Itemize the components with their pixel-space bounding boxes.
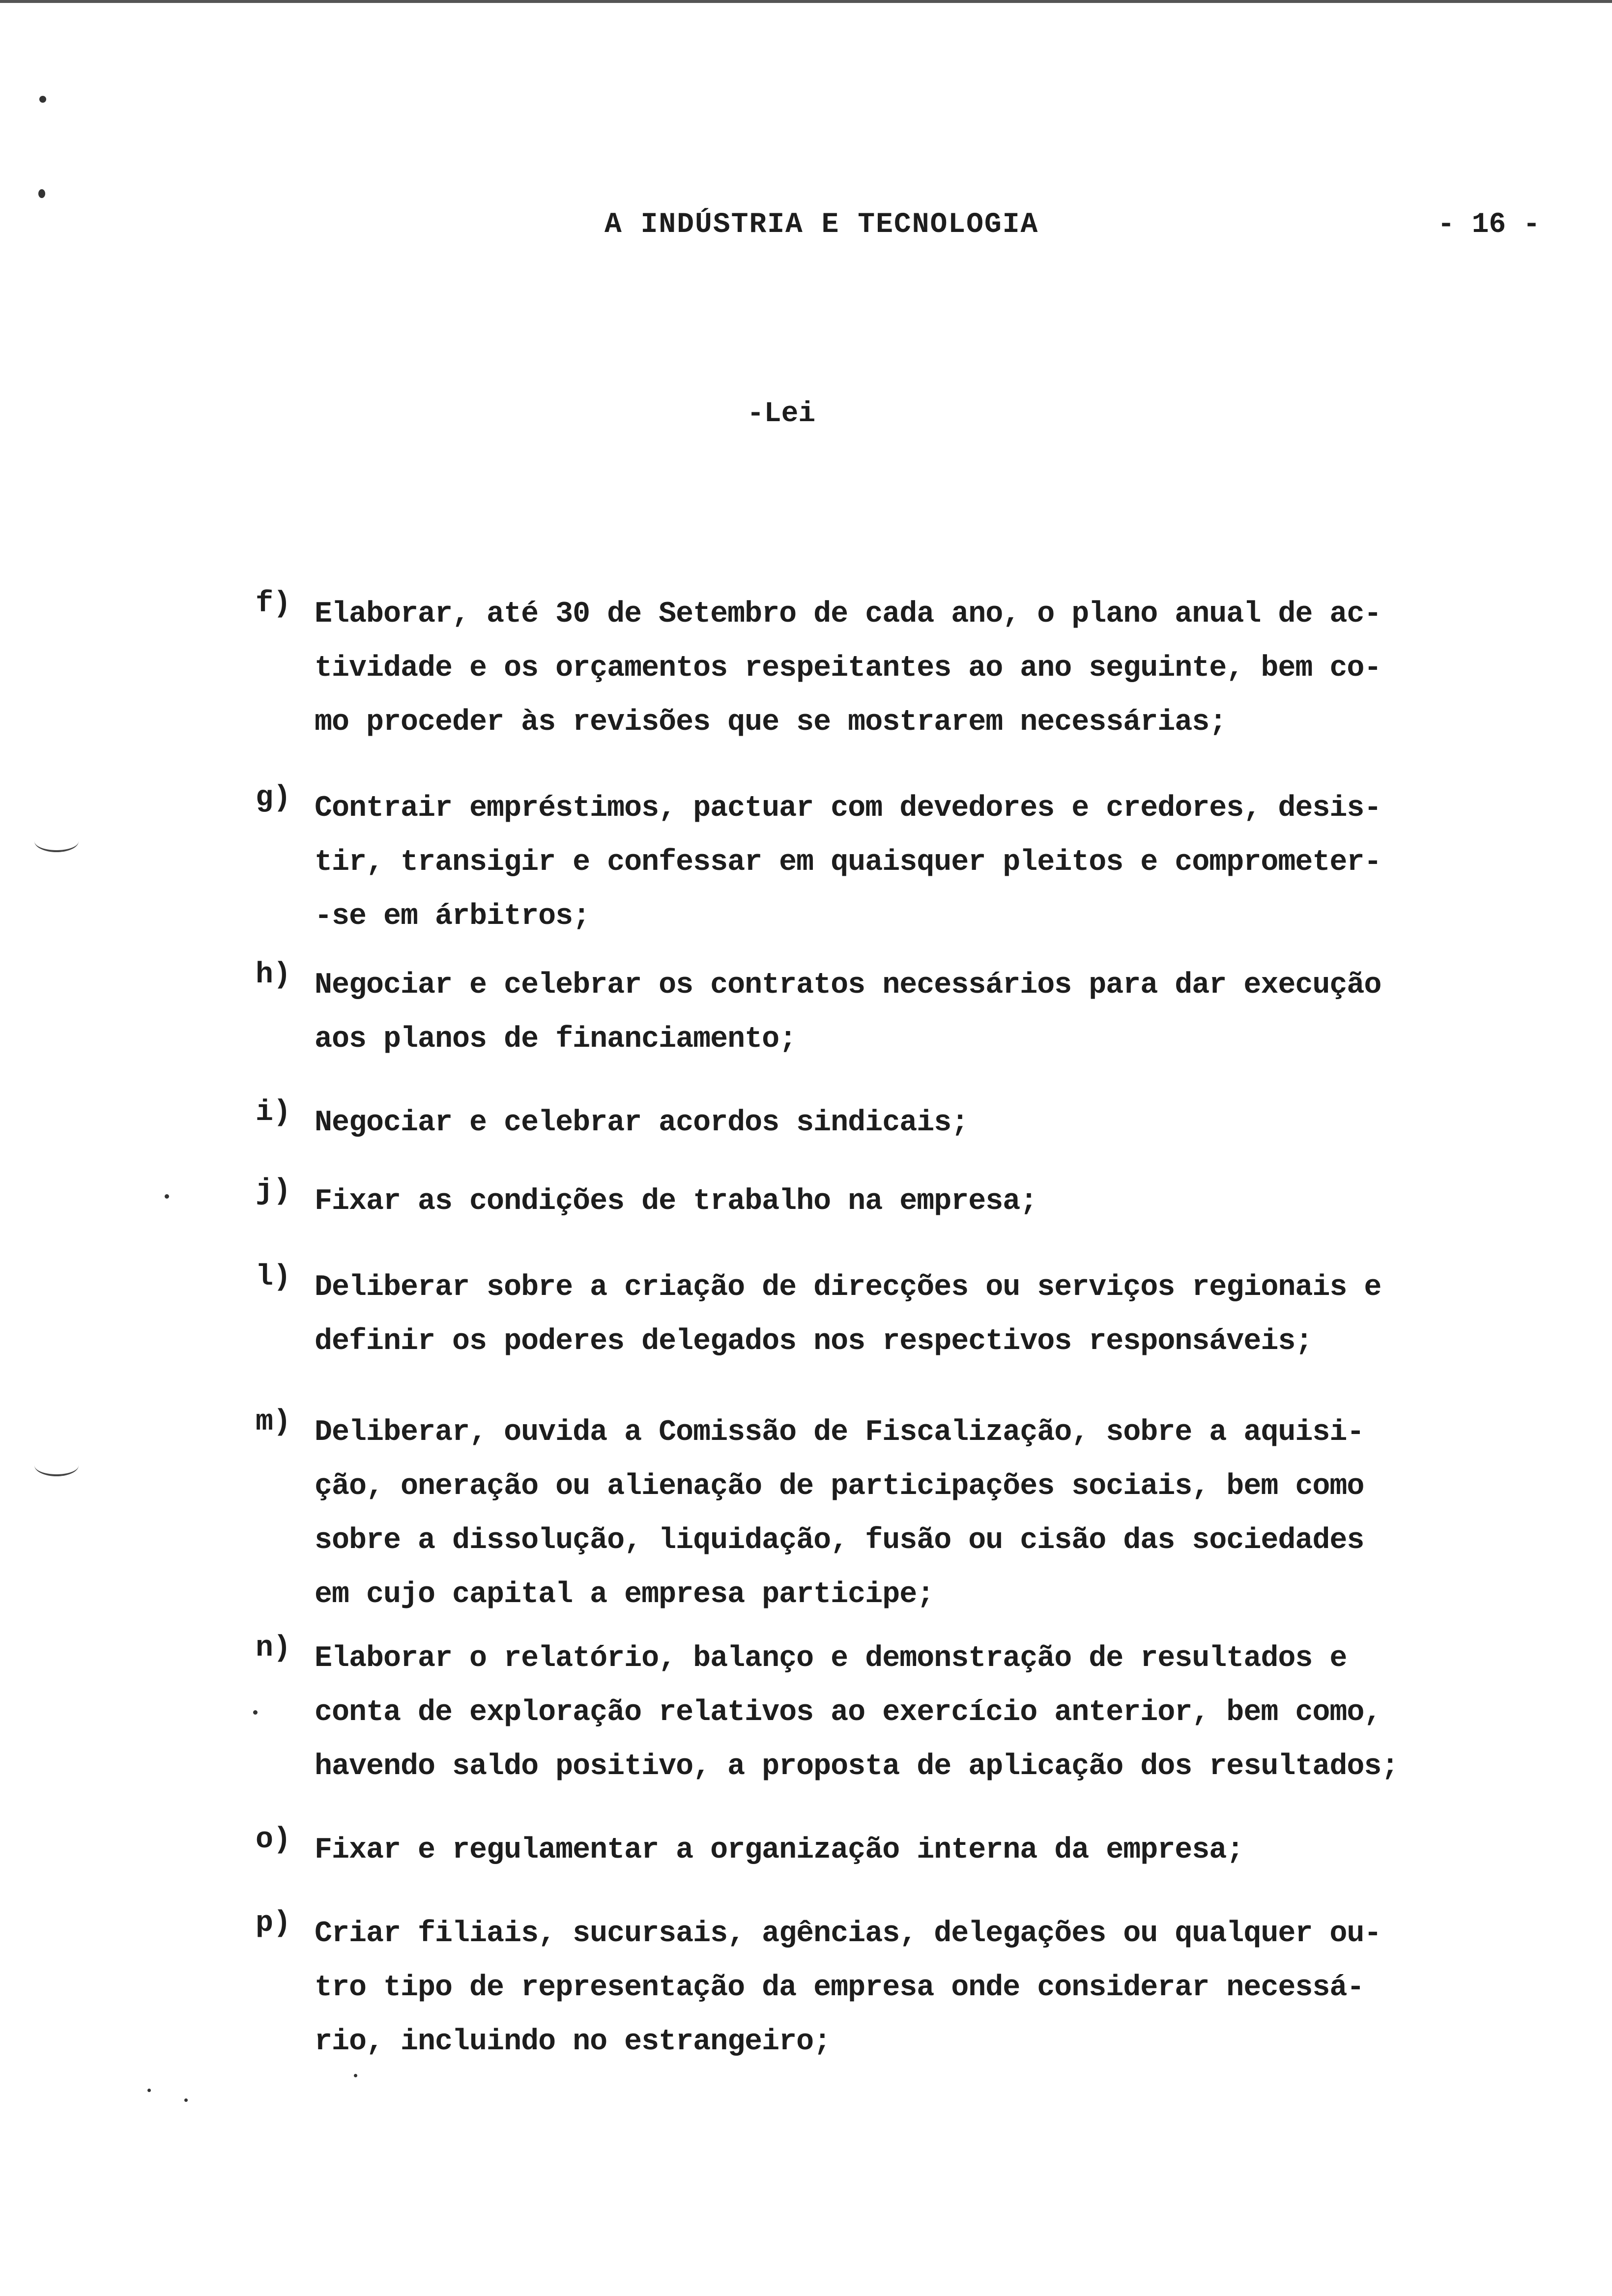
- item-line: rio, incluindo no estrangeiro;: [315, 2025, 831, 2059]
- item-line: conta de exploração relativos ao exercício anterior, bem como,: [315, 1696, 1382, 1729]
- item-letter: o): [256, 1823, 291, 1857]
- item-line: sobre a dissolução, liquidação, fusão ou cisão das sociedades: [315, 1524, 1364, 1557]
- item-line: tir, transigir e confessar em quaisquer pleitos e comprometer-: [315, 846, 1382, 879]
- section-label: -Lei: [747, 398, 816, 430]
- scan-speck: [165, 1194, 169, 1199]
- scan-speck: [354, 2074, 357, 2077]
- item-line: tro tipo de representação da empresa onde considerar necessá-: [315, 1971, 1364, 2005]
- item-text: [315, 1632, 1573, 1794]
- item-letter: g): [256, 781, 291, 815]
- item-letter: j): [256, 1175, 291, 1208]
- item-line: Negociar e celebrar os contratos necessários para dar execução: [315, 969, 1382, 1002]
- item-line: aos planos de financiamento;: [315, 1023, 797, 1056]
- item-text: [315, 1406, 1573, 1622]
- item-text: [315, 1175, 1573, 1229]
- item-text: [315, 1096, 1573, 1150]
- item-line: em cujo capital a empresa participe;: [315, 1578, 934, 1611]
- punch-hole-mark: [34, 1455, 79, 1476]
- item-letter: i): [256, 1096, 291, 1129]
- item-text: [315, 781, 1573, 944]
- item-line: havendo saldo positivo, a proposta de aplicação dos resultados;: [315, 1750, 1399, 1783]
- scan-speck: [253, 1710, 258, 1715]
- punch-hole-mark: [34, 831, 79, 852]
- item-letter: m): [256, 1406, 291, 1439]
- item-line: Negociar e celebrar acordos sindicais;: [315, 1106, 969, 1140]
- item-letter: l): [256, 1261, 291, 1294]
- item-letter: f): [256, 587, 291, 621]
- item-line: Fixar e regulamentar a organização interna da empresa;: [315, 1834, 1244, 1867]
- item-text: [315, 587, 1573, 749]
- item-line: Contrair empréstimos, pactuar com devedores e credores, desis-: [315, 792, 1382, 825]
- item-line: Criar filiais, sucursais, agências, delegações ou qualquer ou-: [315, 1917, 1382, 1951]
- scan-speck: [38, 189, 45, 198]
- item-text: [315, 1261, 1573, 1369]
- scan-speck: [184, 2098, 188, 2102]
- item-letter: p): [256, 1907, 291, 1940]
- item-line: Elaborar, até 30 de Setembro de cada ano, o plano anual de ac-: [315, 598, 1382, 631]
- item-letter: n): [256, 1632, 291, 1665]
- item-line: Fixar as condições de trabalho na empresa;: [315, 1185, 1037, 1218]
- item-line: mo proceder às revisões que se mostrarem necessárias;: [315, 706, 1227, 739]
- item-line: Elaborar o relatório, balanço e demonstração de resultados e: [315, 1642, 1347, 1675]
- page-header-title: A INDÚSTRIA E TECNOLOGIA: [604, 209, 1039, 241]
- item-text: [315, 1907, 1573, 2069]
- page-top-edge: [0, 0, 1612, 3]
- page-number: - 16 -: [1438, 209, 1540, 241]
- scan-speck: [147, 2089, 151, 2092]
- scan-speck: [39, 96, 46, 103]
- item-line: tividade e os orçamentos respeitantes ao ano seguinte, bem co-: [315, 652, 1382, 685]
- item-line: Deliberar, ouvida a Comissão de Fiscalização, sobre a aquisi-: [315, 1416, 1364, 1449]
- item-line: -se em árbitros;: [315, 900, 590, 933]
- item-line: Deliberar sobre a criação de direcções ou serviços regionais e: [315, 1271, 1382, 1304]
- item-text: [315, 958, 1573, 1066]
- item-line: ção, oneração ou alienação de participações sociais, bem como: [315, 1470, 1364, 1503]
- item-line: definir os poderes delegados nos respectivos responsáveis;: [315, 1325, 1313, 1358]
- item-text: [315, 1823, 1573, 1877]
- item-letter: h): [256, 958, 291, 992]
